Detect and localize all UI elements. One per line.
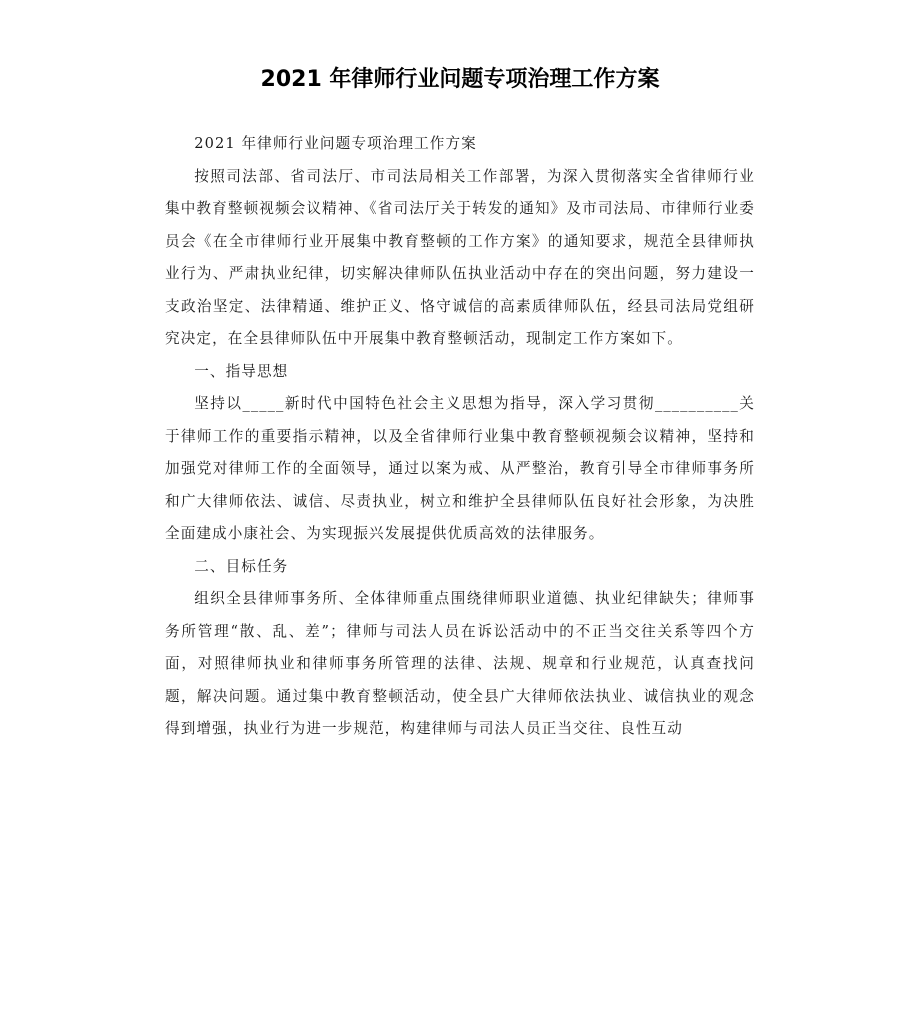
intro-paragraph: 按照司法部、省司法厅、市司法局相关工作部署，为深入贯彻落实全省律师行业集中教育整顿视频会议精神、《省司法厅关于转发的通知》及市司法局、市律师行业委员会《在全市律师行业开展集中教育整顿的工作方案》的通知要求，规范全县律师执业行为、严肃执业纪律，切实解决律师队伍执业活动中存在的突出问题，努力建设一支政治坚定、法律精通、维护正义、恪守诚信的高素质律师队伍，经县司法局党组研究决定，在全县律师队伍中开展集中教育整顿活动，现制定工作方案如下。 [165, 167, 755, 347]
section-heading-goals-tasks: 二、目标任务 [194, 557, 289, 575]
guiding-ideology-paragraph: 坚持以_____新时代中国特色社会主义思想为指导，深入学习贯彻__________关于律师工作的重要指示精神，以及全省律师行业集中教育整顿视频会议精神，坚持和加强党对律师工作的全面领导，通过以案为戒、从严整治，教育引导全市律师事务所和广大律师依法、诚信、尽责执业，树立和维护全县律师队伍良好社会形象，为决胜全面建成小康社会、为实现振兴发展提供优质高效的法律服务。 [165, 395, 755, 542]
document-title: 2021 年律师行业问题专项治理工作方案 [260, 67, 660, 92]
section-heading-guiding-ideology: 一、指导思想 [194, 362, 289, 380]
goals-tasks-paragraph: 组织全县律师事务所、全体律师重点围绕律师职业道德、执业纪律缺失；律师事务所管理“散、乱、差”；律师与司法人员在诉讼活动中的不正当交往关系等四个方面，对照律师执业和律师事务所管理的法律、法规、规章和行业规范，认真查找问题，解决问题。通过集中教育整顿活动，使全县广大律师依法执业、诚信执业的观念得到增强，执业行为进一步规范，构建律师与司法人员正当交往、良性互动 [165, 590, 755, 737]
document-body [165, 128, 755, 746]
subtitle-paragraph: 2021 年律师行业问题专项治理工作方案 [194, 135, 477, 152]
